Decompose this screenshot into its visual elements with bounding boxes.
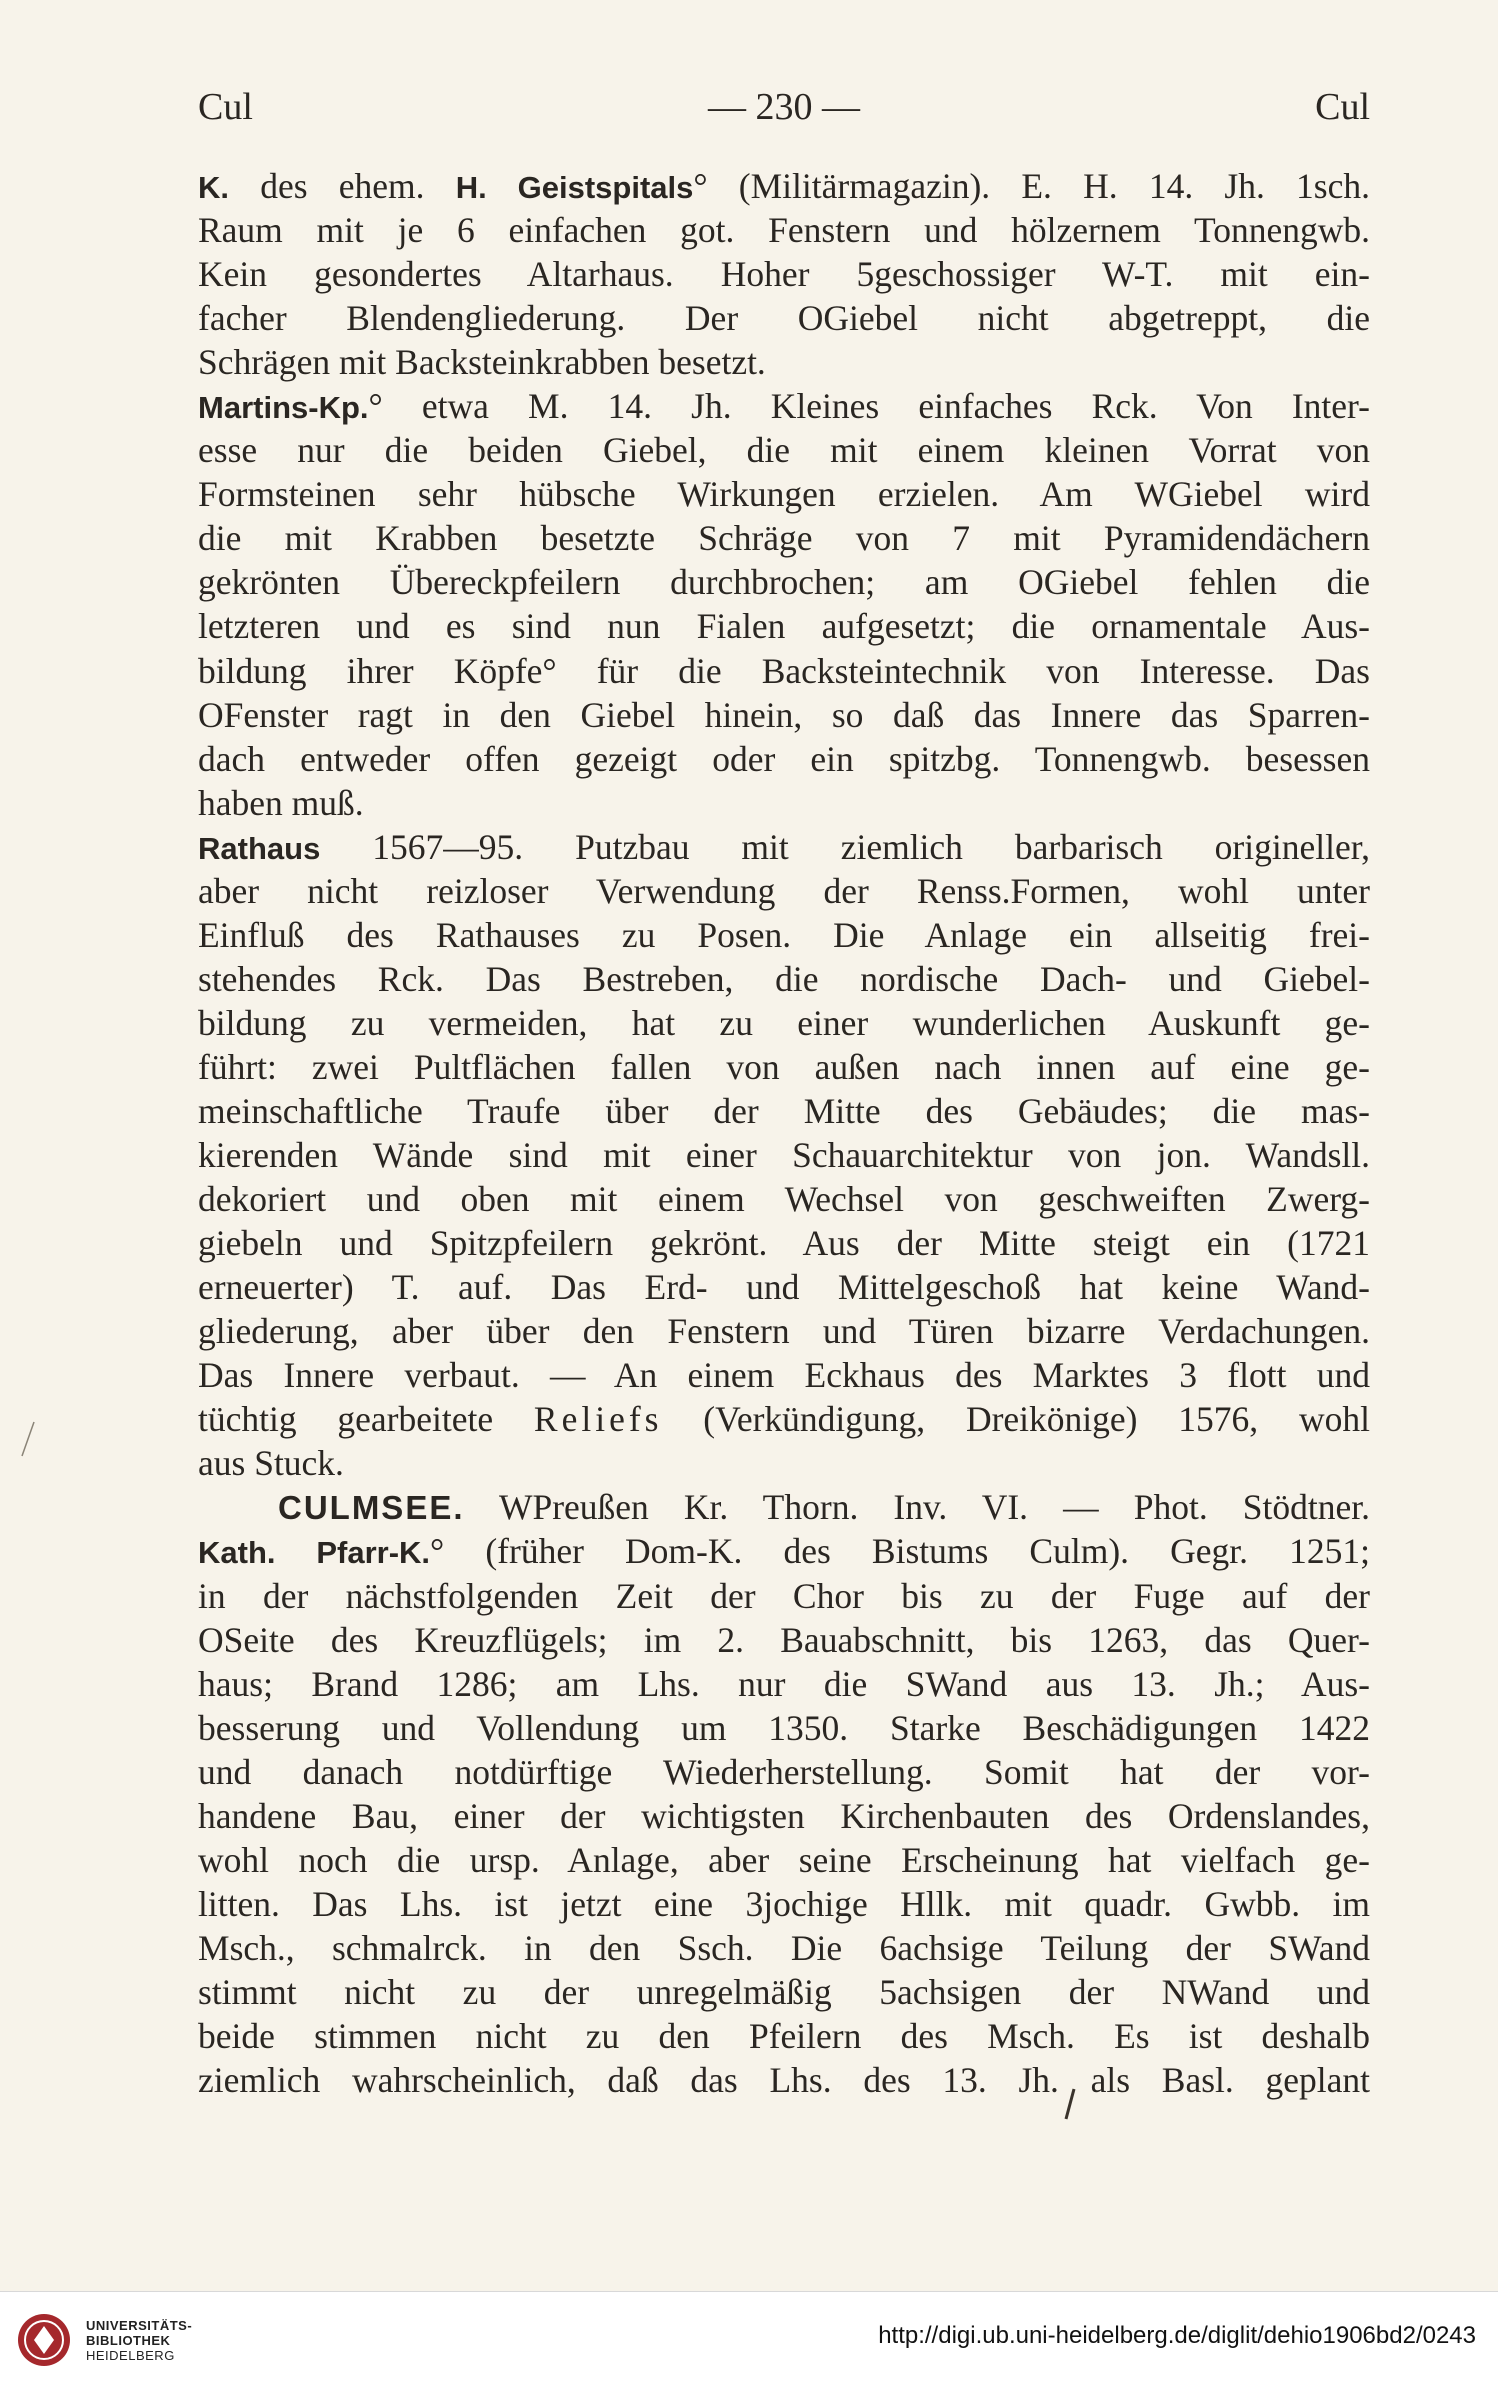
text-line: Msch., schmalrck. in den Ssch. Die 6achsige Teilung der SWand [198,1927,1370,1968]
text-line: Kath. Pfarr-K.° (früher Dom-K. des Bistums Culm). Gegr. 1251; [198,1531,1370,1572]
text-line: stehendes Rck. Das Bestreben, die nordische Dach- und Giebel- [198,958,1370,999]
text-line: führt: zwei Pultflächen fallen von außen nach innen auf eine ge- [198,1046,1370,1087]
library-footer [0,2291,1498,2384]
header-left: Cul [198,86,253,128]
text-line: esse nur die beiden Giebel, die mit einem kleinen Vorrat von [198,430,1370,471]
text-line: gekrönten Übereckpfeilern durchbrochen; am OGiebel fehlen die [198,562,1370,603]
text-line: haben muß. [198,782,364,823]
text-line: beide stimmen nicht zu den Pfeilern des Msch. Es ist deshalb [198,2015,1370,2056]
text-line: Das Innere verbaut. — An einem Eckhaus des Marktes 3 flott und [198,1355,1370,1396]
text-line: haus; Brand 1286; am Lhs. nur die SWand aus 13. Jh.; Aus- [198,1663,1370,1704]
text-line: bildung ihrer Köpfe° für die Backsteintechnik von Interesse. Das [198,650,1370,691]
header-right: Cul [1315,86,1370,128]
page-number: — 230 — [708,86,860,128]
text-line: Schrägen mit Backsteinkrabben besetzt. [198,342,766,383]
text-line: besserung und Vollendung um 1350. Starke Beschädigungen 1422 [198,1707,1370,1748]
text-line: ziemlich wahrscheinlich, daß das Lhs. des 13. Jh. als Basl. geplant [198,2060,1370,2101]
text-line: Kein gesondertes Altarhaus. Hoher 5geschossiger W-T. mit ein- [198,254,1370,295]
text-line: Formsteinen sehr hübsche Wirkungen erzielen. Am WGiebel wird [198,474,1370,515]
text-line: CULMSEE. WPreußen Kr. Thorn. Inv. VI. — Phot. Stödtner. [278,1487,1370,1528]
library-seal-icon [16,2312,72,2368]
ink-mark-icon [1060,2085,1080,2125]
text-line: und danach notdürftige Wiederherstellung. Somit hat der vor- [198,1751,1370,1792]
text-line: aus Stuck. [198,1443,344,1484]
body-text [198,164,1370,2102]
text-line: stimmt nicht zu der unregelmäßig 5achsigen der NWand und [198,1971,1370,2012]
text-line: Martins-Kp.° etwa M. 14. Jh. Kleines einfaches Rck. Von Inter- [198,386,1370,427]
text-line: Einfluß des Rathauses zu Posen. Die Anlage ein allseitig frei- [198,914,1370,955]
text-line: aber nicht reizloser Verwendung der Renss.Formen, wohl unter [198,870,1370,911]
text-line: kierenden Wände sind mit einer Schauarchitektur von jon. Wandsll. [198,1135,1370,1176]
text-line: wohl noch die ursp. Anlage, aber seine Erscheinung hat vielfach ge- [198,1839,1370,1880]
text-line: dach entweder offen gezeigt oder ein spitzbg. Tonnengwb. besessen [198,738,1370,779]
library-name: UNIVERSITÄTS- BIBLIOTHEK HEIDELBERG [86,2318,193,2363]
text-line: letzteren und es sind nun Fialen aufgesetzt; die ornamentale Aus- [198,606,1370,647]
text-line: Rathaus 1567—95. Putzbau mit ziemlich barbarisch origineller, [198,826,1370,867]
text-line: bildung zu vermeiden, hat zu einer wunderlichen Auskunft ge- [198,1002,1370,1043]
text-line: erneuerter) T. auf. Das Erd- und Mittelgeschoß hat keine Wand- [198,1267,1370,1308]
text-line: handene Bau, einer der wichtigsten Kirchenbauten des Ordenslandes, [198,1795,1370,1836]
text-line: K. des ehem. H. Geistspitals° (Militärmagazin). E. H. 14. Jh. 1sch. [198,166,1370,206]
text-line: die mit Krabben besetzte Schräge von 7 mit Pyramidendächern [198,518,1370,559]
text-line: Raum mit je 6 einfachen got. Fenstern und hölzernem Tonnengwb. [198,210,1370,251]
text-line: gliederung, aber über den Fenstern und Türen bizarre Verdachungen. [198,1311,1370,1352]
text-line: meinschaftliche Traufe über der Mitte des Gebäudes; die mas- [198,1090,1370,1131]
text-line: litten. Das Lhs. ist jetzt eine 3jochige Hllk. mit quadr. Gwbb. im [198,1883,1370,1924]
permalink-url[interactable]: http://digi.ub.uni-heidelberg.de/diglit/dehio1906bd2/0243 [878,2322,1476,2349]
running-header [198,82,1370,132]
text-line: OFenster ragt in den Giebel hinein, so daß das Innere das Sparren- [198,694,1370,735]
text-line: in der nächstfolgenden Zeit der Chor bis zu der Fuge auf der [198,1575,1370,1616]
text-line: tüchtig gearbeitete Reliefs (Verkündigung, Dreikönige) 1576, wohl [198,1399,1370,1440]
text-line: OSeite des Kreuzflügels; im 2. Bauabschnitt, bis 1263, das Quer- [198,1619,1370,1660]
text-line: giebeln und Spitzpfeilern gekrönt. Aus der Mitte steigt ein (1721 [198,1223,1370,1264]
pencil-mark-icon [18,1420,38,1460]
text-line: facher Blendengliederung. Der OGiebel nicht abgetreppt, die [198,298,1370,339]
text-line: dekoriert und oben mit einem Wechsel von geschweiften Zwerg- [198,1179,1370,1220]
